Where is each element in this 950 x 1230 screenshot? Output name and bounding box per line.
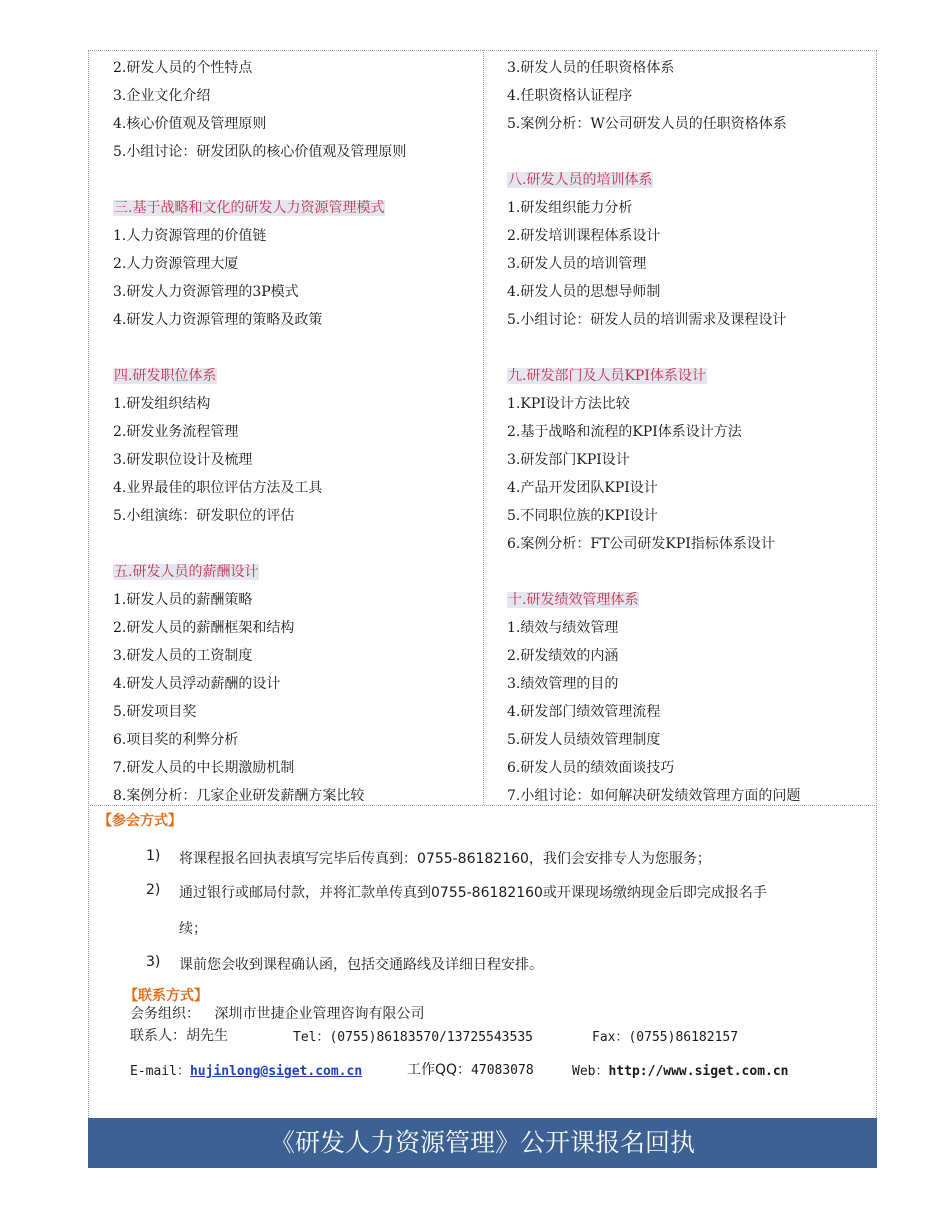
list-item: 2.研发培训课程体系设计 [507,228,661,244]
list-item: 4.任职资格认证程序 [507,88,633,104]
step-text: 将课程报名回执表填写完毕后传真到：0755-86182160，我们会安排专人为您服务； [179,851,711,867]
email-row [130,1060,362,1079]
person-row [130,1025,228,1045]
tel-value: (0755)86183570/13725543535 [329,1030,533,1045]
list-item: 4.研发人力资源管理的策略及政策 [113,312,323,328]
list-item: 3.企业文化介绍 [113,88,211,104]
section-heading: 九.研发部门及人员KPI体系设计 [508,368,706,384]
list-item: 5.小组讨论：研发团队的核心价值观及管理原则 [113,144,407,160]
list-item: 6.项目奖的利弊分析 [113,732,239,748]
list-item: 2.研发绩效的内涵 [507,648,619,664]
list-item: 5.小组演练：研发职位的评估 [113,508,295,524]
list-item: 3.绩效管理的目的 [507,676,619,692]
section-heading: 八.研发人员的培训体系 [508,172,653,188]
step-text: 通过银行或邮局付款，并将汇款单传真到0755-86182160或开课现场缴纳现金后即完成报名手 [179,885,767,901]
list-item: 1.研发人员的薪酬策略 [113,592,253,608]
tel-label: Tel： [293,1030,330,1045]
list-item: 3.研发人员的工资制度 [113,648,253,664]
list-item: 4.研发部门绩效管理流程 [507,704,661,720]
tel-row [293,1026,533,1045]
list-item: 1.人力资源管理的价值链 [113,228,267,244]
fax-value: (0755)86182157 [628,1030,739,1045]
list-item: 8.案例分析：几家企业研发薪酬方案比较 [113,788,365,804]
list-item: 4.研发人员的思想导师制 [507,284,661,300]
organizer-row [130,1003,424,1023]
column-divider [483,50,484,805]
section-heading: 十.研发绩效管理体系 [508,592,639,608]
list-item: 3.研发部门KPI设计 [507,452,630,468]
step-number: 1) [146,848,161,864]
list-item: 2.基于战略和流程的KPI体系设计方法 [507,424,742,440]
list-item: 5.研发人员绩效管理制度 [507,732,661,748]
web-link[interactable]: http://www.siget.com.cn [608,1064,789,1079]
list-item: 2.研发人员的个性特点 [113,60,253,76]
person-name: 胡先生 [186,1028,228,1044]
step-number: 3) [146,954,161,970]
organizer-label: 会务组织： [130,1006,200,1022]
web-label: Web： [572,1064,609,1079]
contact-title: 【联系方式】 [124,988,208,1004]
list-item: 3.研发人员的任职资格体系 [507,60,675,76]
step-number: 2) [146,882,161,898]
participation-title: 【参会方式】 [98,813,182,829]
list-item: 3.研发人员的培训管理 [507,256,647,272]
qq-row [407,1059,534,1079]
qq-value: 47083078 [471,1063,534,1078]
list-item: 5.案例分析：W公司研发人员的任职资格体系 [507,116,787,132]
list-item: 2.人力资源管理大厦 [113,256,239,272]
list-item: 4.核心价值观及管理原则 [113,116,267,132]
left-column [113,54,481,810]
email-label: E-mail： [130,1064,190,1079]
list-item: 2.研发人员的薪酬框架和结构 [113,620,295,636]
section-heading: 三.基于战略和文化的研发人力资源管理模式 [114,200,385,216]
list-item: 7.研发人员的中长期激励机制 [113,760,295,776]
list-item: 1.研发组织结构 [113,396,211,412]
organizer-name: 深圳市世捷企业管理咨询有限公司 [214,1006,425,1022]
fax-row [592,1026,738,1045]
list-item: 7.小组讨论：如何解决研发绩效管理方面的问题 [507,788,801,804]
registration-banner: 《研发人力资源管理》公开课报名回执 [88,1118,877,1168]
list-item: 4.产品开发团队KPI设计 [507,480,658,496]
step-text: 续； [179,921,207,937]
web-row [572,1060,789,1079]
list-item: 1.绩效与绩效管理 [507,620,619,636]
list-item: 5.研发项目奖 [113,704,197,720]
list-item: 5.不同职位族的KPI设计 [507,508,658,524]
fax-label: Fax： [592,1030,629,1045]
list-item: 4.业界最佳的职位评估方法及工具 [113,480,323,496]
section-heading: 四.研发职位体系 [114,368,217,384]
email-link[interactable]: hujinlong@siget.com.cn [189,1064,363,1079]
list-item: 2.研发业务流程管理 [113,424,239,440]
list-item: 3.研发人力资源管理的3P模式 [113,284,299,300]
list-item: 6.案例分析：FT公司研发KPI指标体系设计 [507,536,775,552]
section-heading: 五.研发人员的薪酬设计 [114,564,259,580]
list-item: 4.研发人员浮动薪酬的设计 [113,676,281,692]
list-item: 1.研发组织能力分析 [507,200,633,216]
right-column [507,54,875,810]
list-item: 5.小组讨论：研发人员的培训需求及课程设计 [507,312,787,328]
step-text: 课前您会收到课程确认函，包括交通路线及详细日程安排。 [179,957,543,973]
person-label: 联系人： [130,1028,186,1044]
list-item: 3.研发职位设计及梳理 [113,452,253,468]
list-item: 1.KPI设计方法比较 [507,396,630,412]
list-item: 6.研发人员的绩效面谈技巧 [507,760,675,776]
qq-label: 工作QQ： [407,1062,472,1078]
